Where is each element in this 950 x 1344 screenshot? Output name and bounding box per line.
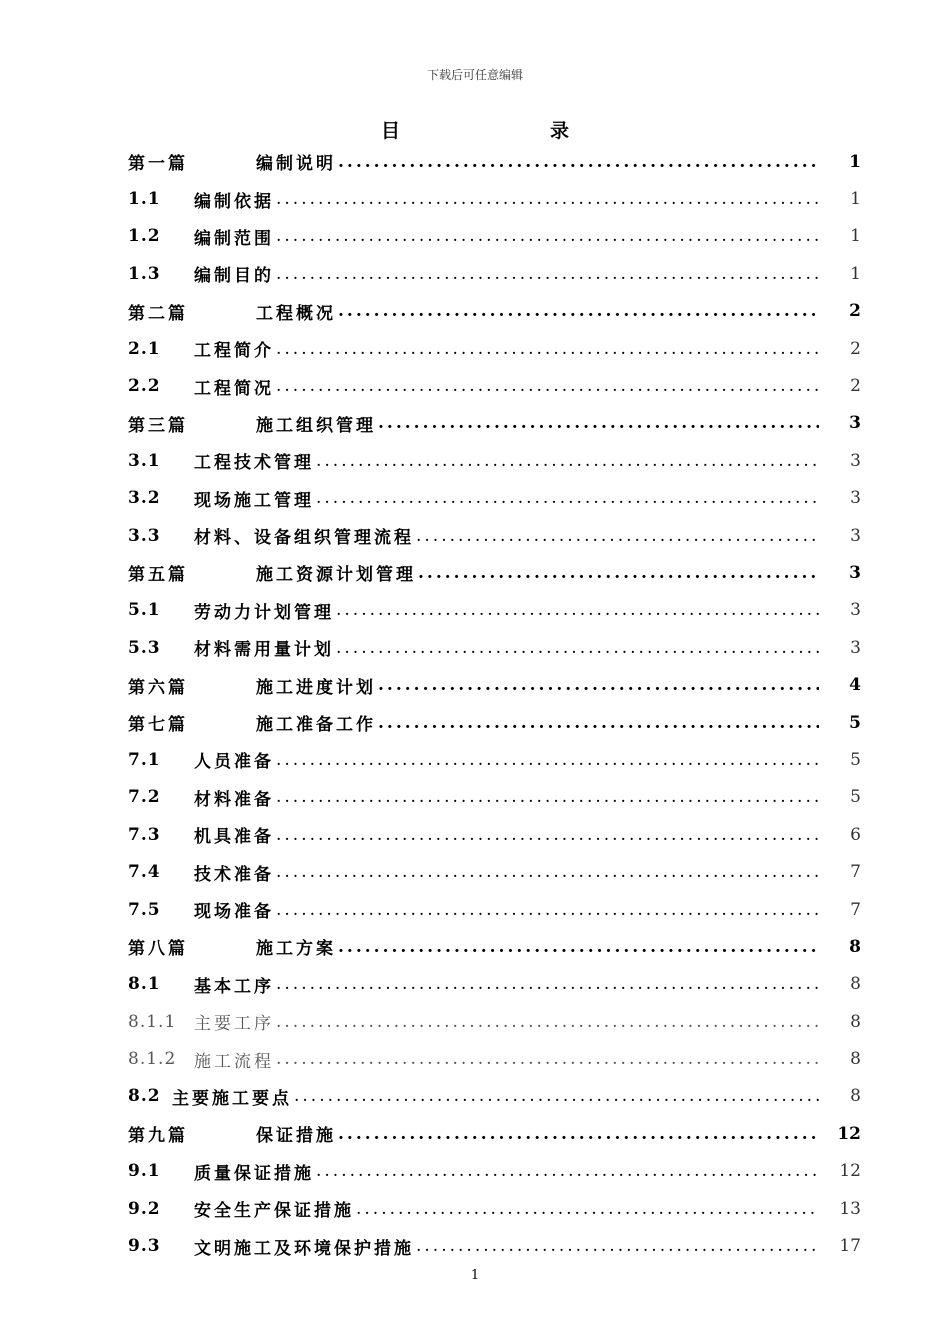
toc-entry-page: 5 [850,787,861,808]
toc-entry-title: 保证措施 [256,1126,336,1147]
toc-entry[interactable] [128,442,861,479]
toc-entry-page: 5 [849,712,861,733]
toc-entry-number: 第三篇 [128,415,188,436]
toc-entry-number: 9.1 [128,1161,161,1182]
toc-dot-leader [356,1198,819,1220]
toc-entry[interactable] [128,891,861,928]
toc-entry-page: 3 [850,525,861,546]
toc-entry[interactable] [128,554,861,591]
toc-entry[interactable] [128,1227,861,1264]
toc-entry[interactable] [128,666,861,703]
toc-entry-number: 8.1 [128,974,161,995]
toc-dot-leader [276,899,819,921]
toc-dot-leader [378,674,819,696]
toc-entry-page: 7 [850,862,861,883]
toc-entry-page: 8 [849,936,861,957]
toc-entry-title: 现场准备 [194,902,274,922]
toc-entry-title: 施工组织管理 [256,415,376,436]
toc-entry-page: 1 [849,151,861,172]
toc-entry-number: 8.2 [128,1086,161,1107]
toc-dot-leader [276,375,819,397]
toc-title-right: 录 [550,120,570,142]
toc-entry-number: 7.5 [128,899,161,920]
toc-entry-title: 基本工序 [194,976,274,997]
toc-entry-page: 2 [849,301,861,322]
toc-dot-leader [276,786,819,808]
toc-entry-page: 4 [849,675,861,696]
toc-entry-number: 3.3 [128,525,161,546]
toc-entry-title: 工程概况 [256,303,336,324]
toc-entry-title: 施工流程 [194,1051,274,1072]
toc-entry-title: 工程技术管理 [194,453,314,474]
toc-entry-title: 编制说明 [256,154,336,175]
toc-entry-number: 9.3 [128,1236,161,1257]
toc-entry-title: 施工进度计划 [256,677,376,698]
toc-entry-number: 第九篇 [128,1126,188,1147]
toc-entry-title: 施工资源计划管理 [256,565,416,586]
toc-entry-number: 第八篇 [128,939,188,960]
toc-dot-leader [316,450,819,472]
toc-dot-leader [416,525,819,547]
toc-dot-leader [338,1123,819,1145]
toc-dot-leader [294,1085,819,1107]
toc-entry-title: 人员准备 [194,752,274,773]
toc-entry-number: 5.1 [128,600,161,621]
toc-dot-leader [276,824,819,846]
toc-entry-page: 2 [850,376,861,397]
toc-entry[interactable] [128,1003,861,1040]
toc-dot-leader [338,300,819,322]
toc-entry[interactable] [128,966,861,1003]
toc-entry[interactable] [128,816,861,853]
toc-dot-leader [378,412,819,434]
toc-entry-page: 7 [850,899,861,920]
toc-entry-number: 3.1 [128,450,161,471]
toc-dot-leader [276,861,819,883]
toc-entry-page: 8 [850,1011,861,1032]
toc-entry-number: 1.1 [128,189,161,210]
toc-entry-page: 5 [850,749,861,770]
toc-dot-leader [276,973,819,995]
toc-entry-number: 第五篇 [128,565,188,586]
toc-entry-page: 3 [849,562,861,583]
toc-title-left: 目 [380,120,400,142]
toc-dot-leader [418,562,819,584]
toc-entry-title: 主要施工要点 [172,1088,292,1109]
toc-dot-leader [276,225,819,247]
toc-title [0,116,950,143]
toc-dot-leader [338,151,819,173]
toc-entry[interactable] [128,1078,861,1115]
toc-entry-number: 7.2 [128,787,161,808]
toc-dot-leader [336,637,819,659]
toc-entry[interactable] [128,330,861,367]
toc-entry[interactable] [128,367,861,404]
toc-dot-leader [276,263,819,285]
toc-dot-leader [316,487,819,509]
toc-dot-leader [276,188,819,210]
toc-entry[interactable] [128,218,861,255]
toc-entry[interactable] [128,293,861,330]
toc-entry-page: 8 [850,974,861,995]
toc-entry-title: 编制依据 [194,191,274,212]
toc-entry[interactable] [128,405,861,442]
toc-entry[interactable] [128,180,861,217]
toc-dot-leader [378,712,819,734]
toc-entry-page: 12 [837,1123,861,1144]
toc-entry-page: 17 [839,1236,861,1257]
toc-dot-leader [338,936,819,958]
toc-entry-title: 施工方案 [256,939,336,960]
toc-entry-page: 13 [839,1198,861,1219]
toc-entry-number: 9.2 [128,1198,161,1219]
toc-entry-number: 7.3 [128,824,161,845]
toc-dot-leader [276,1011,819,1033]
toc-entry[interactable] [128,1115,861,1152]
toc-entry-page: 3 [850,637,861,658]
toc-entry-number: 2.2 [128,376,161,397]
toc-entry-page: 8 [850,1049,861,1070]
toc-entry-number: 第六篇 [128,677,188,698]
toc-entry-title: 质量保证措施 [194,1163,314,1184]
toc-entry[interactable] [128,255,861,292]
toc-entry[interactable] [128,629,861,666]
toc-entry-number: 第七篇 [128,715,188,736]
toc-entry[interactable] [128,1153,861,1190]
toc-entry-number: 7.4 [128,862,161,883]
toc-entry[interactable] [128,928,861,965]
toc-entry[interactable] [128,1040,861,1077]
toc-entry-title: 工程简介 [194,341,274,362]
toc-entry-title: 材料、设备组织管理流程 [194,528,414,549]
toc-entry[interactable] [128,143,861,180]
toc-entry-number: 1.3 [128,263,161,284]
toc-entry-page: 3 [850,488,861,509]
toc-dot-leader [276,749,819,771]
toc-entry[interactable] [128,853,861,890]
toc-entry-number: 5.3 [128,637,161,658]
toc-entry[interactable] [128,741,861,778]
toc-entry-title: 现场施工管理 [194,490,314,511]
toc-entry-page: 3 [849,413,861,434]
toc-entry[interactable] [128,704,861,741]
table-of-contents [128,143,861,1265]
page-number: 1 [470,1268,480,1283]
toc-entry-title: 文明施工及环境保护措施 [194,1238,414,1259]
toc-entry-page: 1 [850,263,861,284]
toc-entry-title: 编制范围 [194,228,274,249]
toc-dot-leader [336,599,819,621]
toc-entry-title: 材料需用量计划 [194,640,334,661]
toc-entry-title: 工程简况 [194,378,274,399]
toc-entry[interactable] [128,592,861,629]
toc-entry-title: 技术准备 [194,864,274,885]
toc-entry-page: 2 [850,338,861,359]
toc-entry-title: 劳动力计划管理 [194,602,334,623]
toc-entry[interactable] [128,480,861,517]
toc-entry-number: 3.2 [128,488,161,509]
toc-dot-leader [416,1235,819,1257]
toc-entry-title: 材料准备 [194,789,274,810]
toc-entry-page: 6 [850,824,861,845]
toc-entry[interactable] [128,779,861,816]
toc-dot-leader [276,1048,819,1070]
toc-entry-title: 安全生产保证措施 [194,1201,354,1222]
toc-entry-number: 1.2 [128,226,161,247]
toc-dot-leader [316,1160,819,1182]
toc-entry[interactable] [128,517,861,554]
toc-entry-page: 12 [839,1161,861,1182]
header-note: 下载后可任意编辑 [426,68,523,82]
toc-entry-title: 主要工序 [194,1014,274,1035]
toc-entry-page: 8 [850,1086,861,1107]
toc-entry-title: 施工准备工作 [256,715,376,736]
toc-entry-page: 1 [850,226,861,247]
toc-entry-number: 2.1 [128,338,161,359]
toc-entry-number: 7.1 [128,749,161,770]
toc-entry-title: 机具准备 [194,827,274,848]
toc-entry-page: 3 [850,600,861,621]
toc-entry-page: 3 [850,450,861,471]
toc-dot-leader [276,338,819,360]
toc-entry-title: 编制目的 [194,266,274,287]
toc-entry[interactable] [128,1190,861,1227]
toc-entry-number: 8.1.2 [128,1049,177,1070]
toc-entry-number: 8.1.1 [128,1011,177,1032]
toc-entry-page: 1 [850,189,861,210]
toc-entry-number: 第一篇 [128,154,188,175]
toc-entry-number: 第二篇 [128,303,188,324]
